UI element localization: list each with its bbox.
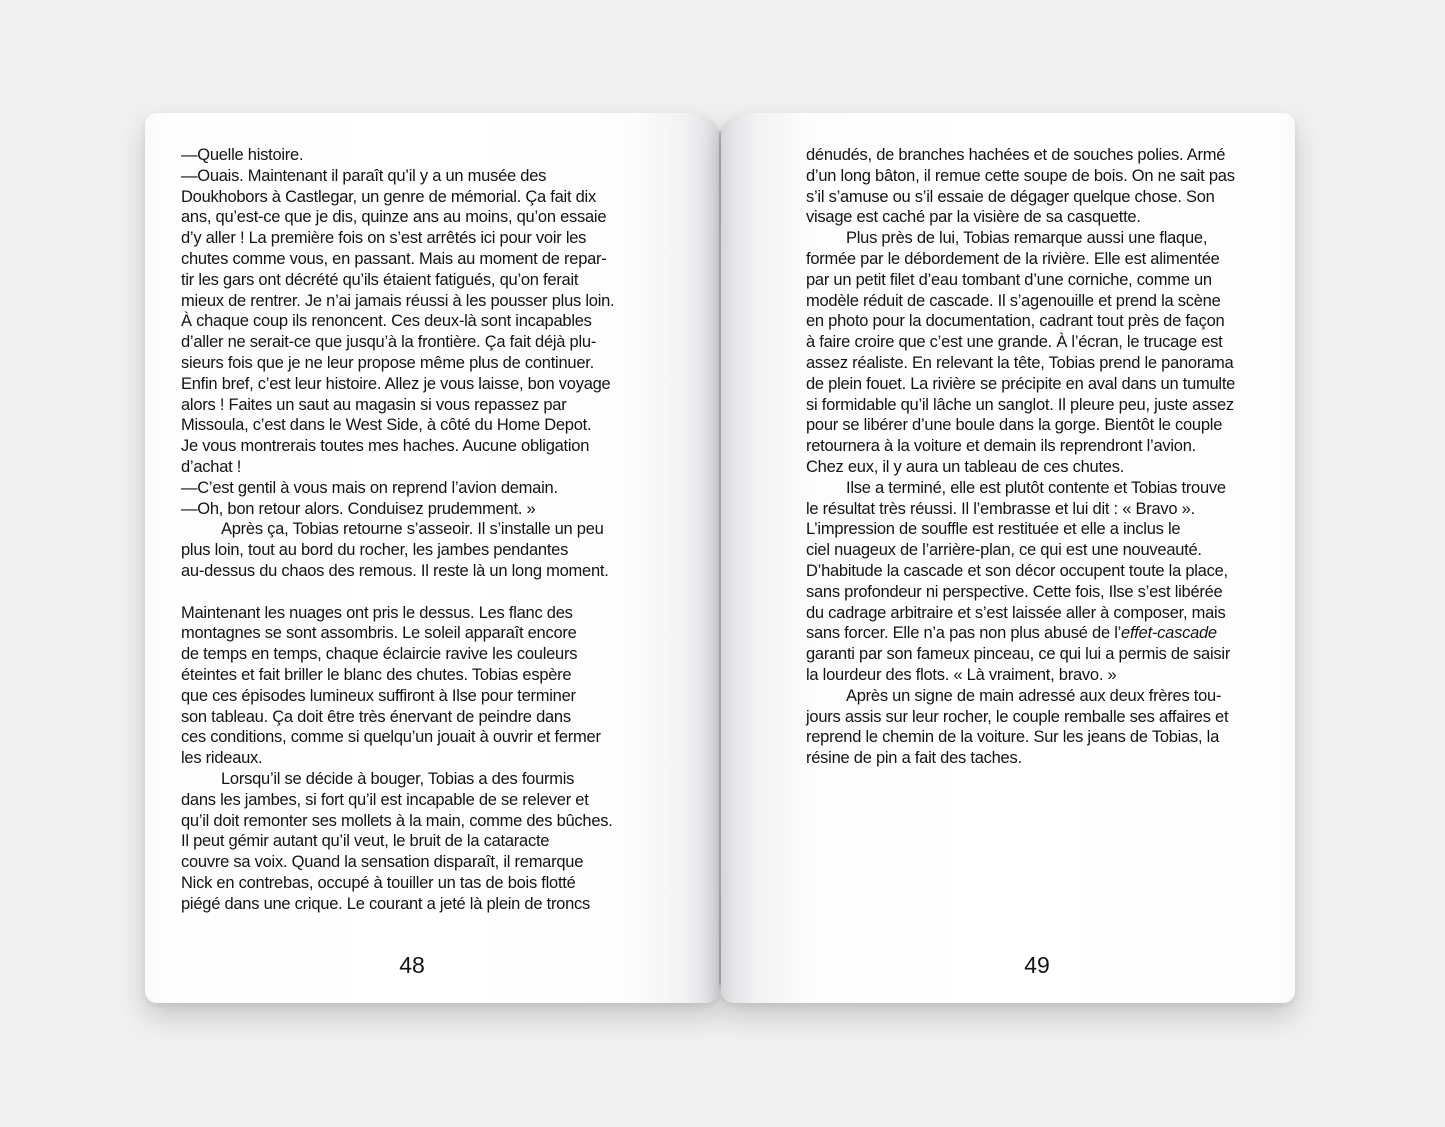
text-line: son tableau. Ça doit être très énervant de peindre dans [181, 707, 571, 726]
text-line: alors ! Faites un saut au magasin si vous repassez par [181, 395, 567, 414]
text-line: —Ouais. Maintenant il paraît qu’il y a un musée des [181, 166, 547, 185]
text-line: reprend le chemin de la voiture. Sur les jeans de Tobias, la [806, 728, 1220, 747]
text-line: plus loin, tout au bord du rocher, les jambes pendantes [181, 541, 569, 560]
text-line: en photo pour la documentation, cadrant tout près de façon [806, 312, 1225, 331]
text-line: s’il s’amuse ou s’il essaie de dégager quelque chose. Son [806, 187, 1215, 206]
text-line: Maintenant les nuages ont pris le dessus. Les flanc des [181, 603, 573, 622]
page-number-right: 49 [1024, 952, 1050, 978]
text-line: éteintes et fait briller le blanc des chutes. Tobias espère [181, 665, 572, 684]
text-line: piégé dans une crique. Le courant a jeté là plein de troncs [181, 894, 591, 913]
text-line: du cadrage arbitraire et s’est laissée aller à composer, mais [806, 603, 1226, 622]
text-line [806, 623, 1268, 644]
text-line: Lorsqu’il se décide à bouger, Tobias a des fourmis [221, 769, 575, 788]
text-line: L’impression de souffle est restituée et elle a inclus le [806, 520, 1181, 539]
text-line: d’achat ! [181, 457, 242, 476]
text-line: modèle réduit de cascade. Il s’agenouille et prend la scène [806, 291, 1221, 310]
text-line: Enfin bref, c’est leur histoire. Allez je vous laisse, bon voyage [181, 374, 611, 393]
text-line: Nick en contrebas, occupé à touiller un tas de bois flotté [181, 873, 576, 892]
text-line: d’aller ne serait-ce que jusqu’à la frontière. Ça fait déjà plu- [181, 333, 597, 352]
text-line: sans profondeur ni perspective. Cette fois, Ilse s’est libérée [806, 582, 1223, 601]
text-line: les rideaux. [181, 749, 263, 768]
page-number-left: 48 [399, 952, 425, 978]
text-line: d’y aller ! La première fois on s’est arrêtés ici pour voir les [181, 229, 587, 248]
text-line: Je vous montrerais toutes mes haches. Aucune obligation [181, 437, 590, 456]
text-line: de temps en temps, chaque éclaircie ravive les couleurs [181, 645, 578, 664]
text-line: résine de pin a fait des taches. [806, 749, 1022, 768]
text-line: montagnes se sont assombris. Le soleil apparaît encore [181, 624, 577, 643]
text-line: Missoula, c’est dans le West Side, à côté du Home Depot. [181, 416, 592, 435]
text-line: la lourdeur des flots. « Là vraiment, bravo. » [806, 665, 1117, 684]
text-line: si formidable qu’il lâche un sanglot. Il pleure peu, juste assez [806, 395, 1234, 414]
text-line: ciel nuageux de l’arrière-plan, ce qui est une nouveauté. [806, 541, 1202, 560]
text-line: qu’il doit remonter ses mollets à la main, comme des bûches. [181, 811, 613, 830]
text-line: par un petit filet d’eau tombant d’une corniche, comme un [806, 270, 1212, 289]
text-line: assez réaliste. En relevant la tête, Tobias prend le panorama [806, 353, 1234, 372]
text-line: Il peut gémir autant qu’il veut, le bruit de la cataracte [181, 832, 550, 851]
text-line: que ces épisodes lumineux suffiront à Ilse pour terminer [181, 686, 576, 705]
text-line: dans les jambes, si fort qu’il est incapable de se relever et [181, 790, 589, 809]
text-line: Ilse a terminé, elle est plutôt contente et Tobias trouve [846, 478, 1226, 497]
text-line: Après ça, Tobias retourne s’asseoir. Il s’installe un peu [221, 520, 604, 539]
page-left [145, 113, 719, 1003]
text-line: de plein fouet. La rivière se précipite en aval dans un tumulte [806, 374, 1236, 393]
text-line: —Quelle histoire. [181, 146, 304, 164]
text-line: D’habitude la cascade et son décor occupent toute la place, [806, 561, 1228, 580]
text-line: tir les gars ont décrété qu’ils étaient fatigués, qu’on ferait [181, 270, 579, 289]
text-line: formée par le débordement de la rivière. Elle est alimentée [806, 249, 1220, 268]
page-left-text-block [181, 145, 643, 914]
page-right [721, 113, 1295, 1003]
text-line: jours assis sur leur rocher, le couple remballe ses affaires et [806, 707, 1229, 726]
text-segment: sans forcer. Elle n’a pas non plus abusé de l’ [806, 624, 1122, 643]
text-line: Après un signe de main adressé aux deux frères tou- [846, 686, 1222, 705]
text-line: Plus près de lui, Tobias remarque aussi une flaque, [846, 229, 1208, 248]
text-line: d’un long bâton, il remue cette soupe de bois. On ne sait pas [806, 166, 1235, 185]
text-line: couvre sa voix. Quand la sensation disparaît, il remarque [181, 853, 584, 872]
text-line: À chaque coup ils renoncent. Ces deux-là sont incapables [181, 312, 592, 331]
text-line: retournera à la voiture et demain ils reprendront l’avion. [806, 437, 1196, 456]
text-line: à faire croire que c’est une grande. À l’écran, le trucage est [806, 333, 1223, 352]
text-line: —C’est gentil à vous mais on reprend l’avion demain. [181, 478, 558, 497]
text-line: Chez eux, il y aura un tableau de ces chutes. [806, 457, 1125, 476]
text-line: mieux de rentrer. Je n’ai jamais réussi à les pousser plus loin. [181, 291, 615, 310]
book-spread [145, 113, 1295, 1003]
text-line: le résultat très réussi. Il l’embrasse et lui dit : « Bravo ». [806, 499, 1195, 518]
page-right-text-block [806, 145, 1268, 769]
text-line: —Oh, bon retour alors. Conduisez prudemment. » [181, 499, 536, 518]
blank-line [181, 582, 643, 603]
text-line: au-dessus du chaos des remous. Il reste là un long moment. [181, 561, 609, 580]
text-line: sieurs fois que je ne leur propose même plus de continuer. [181, 353, 594, 372]
text-line: ces conditions, comme si quelqu’un jouait à ouvrir et fermer [181, 728, 601, 747]
text-line: ans, qu’est-ce que je dis, quinze ans au moins, qu’on essaie [181, 208, 607, 227]
text-line: dénudés, de branches hachées et de souches polies. Armé [806, 146, 1226, 164]
text-line: garanti par son fameux pinceau, ce qui lui a permis de saisir [806, 645, 1231, 664]
text-line: chutes comme vous, en passant. Mais au moment de repar- [181, 249, 607, 268]
text-line: visage est caché par la visière de sa casquette. [806, 208, 1141, 227]
text-line: Doukhobors à Castlegar, un genre de mémorial. Ça fait dix [181, 187, 596, 206]
italic-text: effet-cascade [1121, 624, 1217, 643]
text-line: pour se libérer d’une boule dans la gorge. Bientôt le couple [806, 416, 1223, 435]
